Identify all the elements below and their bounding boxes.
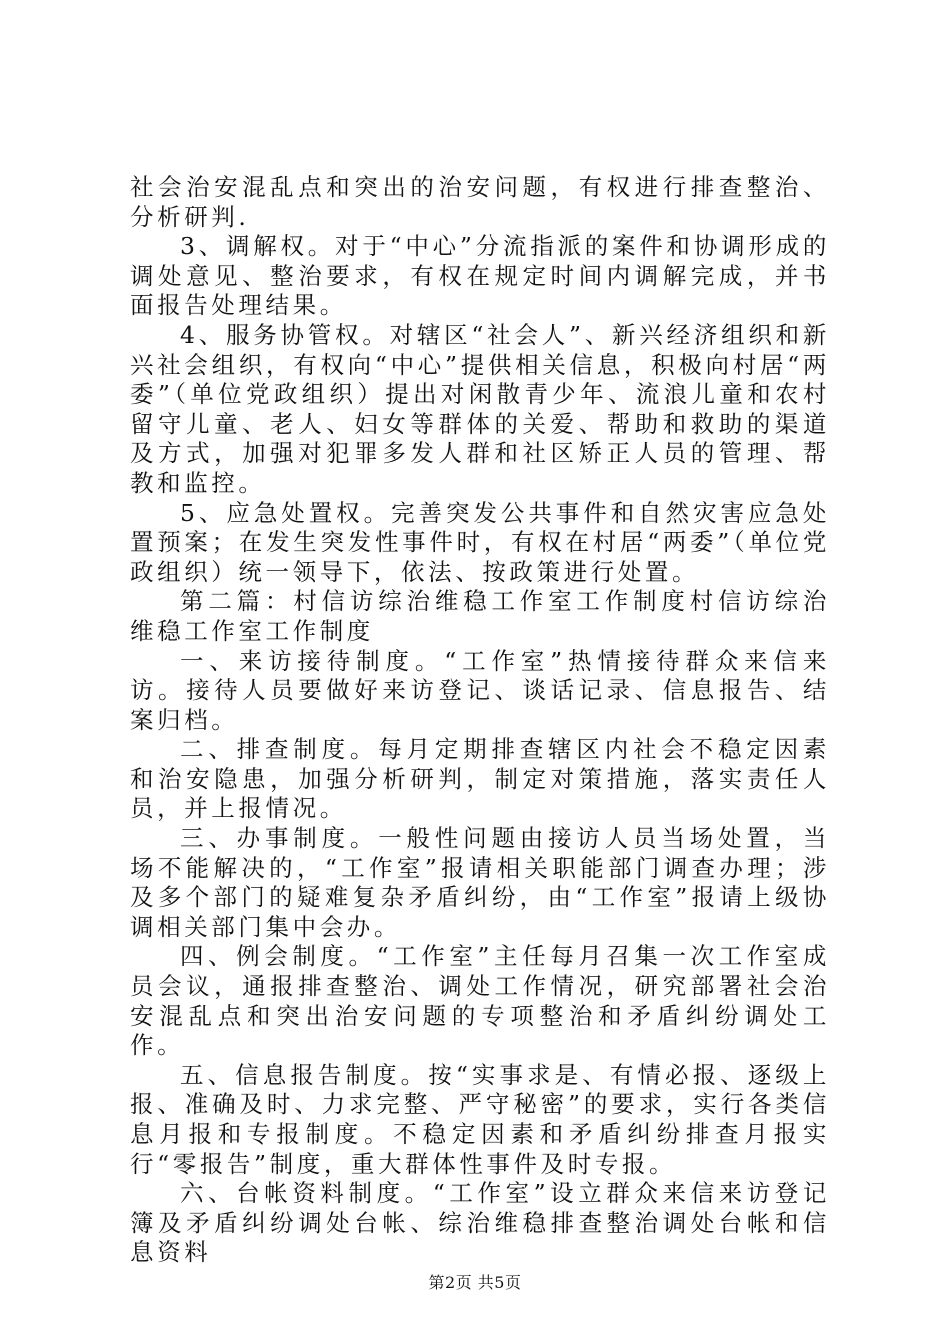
paragraph: 社会治安混乱点和突出的治安问题，有权进行排查整治、分析研判. xyxy=(130,173,830,231)
section-heading: 第二篇：村信访综治维稳工作室工作制度村信访综治维稳工作室工作制度 xyxy=(130,587,830,645)
paragraph: 四、例会制度。“工作室”主任每月召集一次工作室成员会议，通报排查整治、调处工作情况，研究部署社会治安混乱点和突出治安问题的专项整治和矛盾纠纷调处工作。 xyxy=(130,942,830,1060)
paragraph: 4、服务协管权。对辖区“社会人”、新兴经济组织和新兴社会组织，有权向“中心”提供相关信息，积极向村居“两委”（单位党政组织）提出对闲散青少年、流浪儿童和农村留守儿童、老人、妇女等群体的关爱、帮助和救助的渠道及方式，加强对犯罪多发人群和社区矫正人员的管理、帮教和监控。 xyxy=(130,320,830,497)
paragraph: 三、办事制度。一般性问题由接访人员当场处置，当场不能解决的，“工作室”报请相关职能部门调查办理；涉及多个部门的疑难复杂矛盾纠纷，由“工作室”报请上级协调相关部门集中会办。 xyxy=(130,824,830,941)
paragraph: 六、台帐资料制度。“工作室”设立群众来信来访登记簿及矛盾纠纷调处台帐、综治维稳排查整治调处台帐和信息资料 xyxy=(130,1179,830,1267)
paragraph: 五、信息报告制度。按“实事求是、有情必报、逐级上报、准确及时、力求完整、严守秘密”的要求，实行各类信息月报和专报制度。不稳定因素和矛盾纠纷排查月报实行“零报告”制度，重大群体性事件及时专报。 xyxy=(130,1060,830,1178)
paragraph: 二、排查制度。每月定期排查辖区内社会不稳定因素和治安隐患，加强分析研判，制定对策措施，落实责任人员，并上报情况。 xyxy=(130,735,830,823)
paragraph: 一、来访接待制度。“工作室”热情接待群众来信来访。接待人员要做好来访登记、谈话记录、信息报告、结案归档。 xyxy=(130,646,830,734)
paragraph: 5、应急处置权。完善突发公共事件和自然灾害应急处置预案；在发生突发性事件时，有权在村居“两委”（单位党政组织）统一领导下，依法、按政策进行处置。 xyxy=(130,498,830,586)
page-number: 第2页 共5页 xyxy=(428,1273,522,1292)
paragraph: 3、调解权。对于“中心”分流指派的案件和协调形成的调处意见、整治要求，有权在规定时间内调解完成，并书面报告处理结果。 xyxy=(130,232,830,320)
document-body xyxy=(130,173,830,1268)
